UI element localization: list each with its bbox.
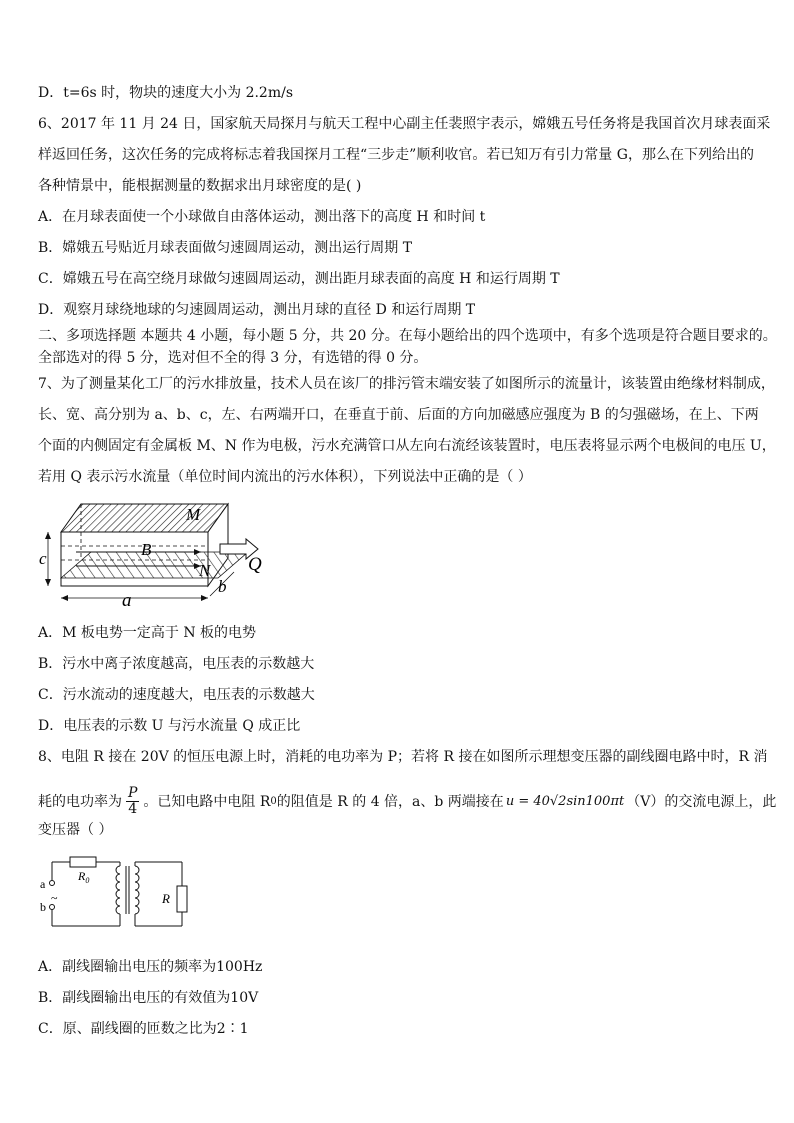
q8-stem-line2-end: （V）的交流电源上，此: [626, 793, 777, 810]
q7-option-d: D．电压表的示数 U 与污水流量 Q 成正比: [38, 718, 301, 734]
q8-stem-line2: [38, 786, 776, 817]
section2-line2: 全部选对的得 5 分，选对但不全的得 3 分，有选错的得 0 分。: [38, 350, 428, 366]
q6-option-b: B．嫦娥五号贴近月球表面做匀速圆周运动，测出运行周期 T: [38, 240, 413, 256]
q5-option-d: D．t=6s 时，物块的速度大小为 2.2m/s: [38, 85, 294, 101]
q8-stem-line2-post: 的阻值是 R 的 4 倍，a、b 两端接在: [276, 793, 504, 810]
q7-stem-line4: 若用 Q 表示污水流量（单位时间内流出的污水体积），下列说法中正确的是（ ）: [38, 469, 532, 485]
q8-transformer-circuit: [36, 852, 196, 932]
q8-stem-line2-pre: 耗的电功率为: [38, 793, 122, 810]
q6-option-c: C．嫦娥五号在高空绕月球做匀速圆周运动，测出距月球表面的高度 H 和运行周期 T: [38, 271, 560, 287]
q8-option-b: B．副线圈输出电压的有效值为10V: [38, 990, 259, 1006]
q8-terminal-b: b: [40, 900, 46, 914]
q8-stem-line1: 8、电阻 R 接在 20V 的恒压电源上时，消耗的电功率为 P；若将 R 接在如图所示理想变压器的副线圈电路中时，R 消: [38, 749, 768, 765]
q8-stem-line2-mid: 。已知电路中电阻 R: [143, 793, 271, 810]
q7-flowmeter-figure: [36, 494, 276, 608]
q8-formula: u = 40√2sin100πt: [505, 793, 625, 809]
q8-terminal-a: a: [40, 877, 46, 891]
q7-stem-line3: 个面的内侧固定有金属板 M、N 作为电极，污水充满管口从左向右流经该装置时，电压表将显示两个电极间的电压 U，: [38, 438, 776, 454]
q8-r0-subscript: 0: [270, 795, 277, 807]
q8-fraction: [126, 786, 139, 817]
q8-stem-line3: 变压器（ ）: [38, 822, 113, 838]
q6-option-a: A．在月球表面使一个小球做自由落体运动，测出落下的高度 H 和时间 t: [38, 209, 486, 225]
q8-fraction-numerator: P: [128, 785, 138, 801]
q8-fraction-denominator: 4: [128, 801, 138, 817]
q8-label-r0-sub: 0: [85, 876, 90, 885]
q7-option-a: A．M 板电势一定高于 N 板的电势: [38, 625, 257, 641]
q7-stem-line2: 长、宽、高分别为 a、b、c，左、右两端开口，在垂直于前、后面的方向加磁感应强度为 B 的匀强磁场，在上、下两: [38, 407, 759, 423]
q6-option-d: D．观察月球绕地球的匀速圆周运动，测出月球的直径 D 和运行周期 T: [38, 302, 476, 318]
q8-label-r0-main: R: [78, 869, 86, 883]
q7-stem-line1: 7、为了测量某化工厂的污水排放量，技术人员在该厂的排污管末端安装了如图所示的流量计，该装置由绝缘材料制成，: [38, 376, 775, 392]
section2-line1: 二、多项选择题 本题共 4 小题，每小题 5 分，共 20 分。在每小题给出的四个选项中，有多个选项是符合题目要求的。: [38, 328, 777, 344]
q7-label-q: Q: [248, 554, 262, 575]
q7-label-n: N: [199, 561, 211, 580]
q8-label-r0: [77, 869, 89, 885]
q7-label-m: M: [186, 505, 201, 524]
q7-label-a: a: [122, 590, 132, 608]
q7-label-b-width: b: [218, 577, 227, 596]
q7-option-b: B．污水中离子浓度越高，电压表的示数越大: [38, 656, 315, 672]
q7-label-b-field: B: [141, 540, 152, 559]
q8-option-c: C．原、副线圈的匝数之比为2∶1: [38, 1021, 249, 1037]
q7-label-c: c: [39, 549, 47, 568]
q7-option-c: C．污水流动的速度越大，电压表的示数越大: [38, 687, 315, 703]
q8-option-a: A．副线圈输出电压的频率为100Hz: [38, 959, 263, 975]
q6-stem-line2: 样返回任务，这次任务的完成将标志着我国探月工程“三步走”顺利收官。若已知万有引力常量 G，那么在下列给出的: [38, 147, 754, 163]
q6-stem-line3: 各种情景中，能根据测量的数据求出月球密度的是( ): [38, 178, 362, 194]
q8-label-r: R: [162, 891, 170, 906]
q6-stem-line1: 6、2017 年 11 月 24 日，国家航天局探月与航天工程中心副主任裴照宇表示，嫦娥五号任务将是我国首次月球表面采: [38, 116, 771, 132]
q8-ac-source-symbol: ~: [51, 891, 58, 905]
